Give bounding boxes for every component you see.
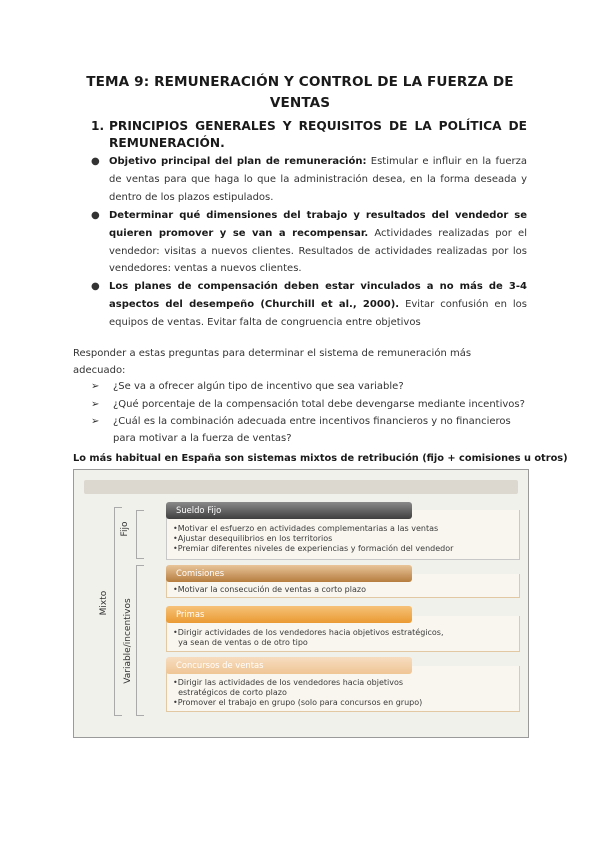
primas-item: ya sean de ventas o de otro tipo [173,638,308,647]
sueldo-fijo-item: •Ajustar desequilibrios en los territorios [173,534,333,543]
mixto-label: Mixto [99,590,109,616]
bullet-bold: Los planes de compensación deben estar vinculados a no más de 3-4 aspectos del desempeño (Churchill et al., 2000). [109,281,527,311]
sueldo-fijo-bar: Sueldo Fijo [166,502,412,519]
primas-item: •Dirigir actividades de los vendedores hacia objetivos estratégicos, [173,628,444,637]
bullet-icon: ● [91,281,100,293]
diagram-top-band [84,480,518,494]
page-title-line-2: VENTAS [269,95,331,111]
primas-bar: Primas [166,606,412,623]
bullet-bold: Objetivo principal del plan de remuneración: [109,156,367,167]
bullet-icon: ● [91,209,100,221]
list-item [91,414,531,447]
page-title-line-1: TEMA 9: REMUNERACIÓN Y CONTROL DE LA FUERZA DE [86,74,514,90]
principles-list [91,153,527,332]
fijo-bracket [136,510,137,558]
intro-line-2: adecuado: [73,365,126,376]
sueldo-fijo-item: •Motivar el esfuerzo en actividades complementarias a las ventas [173,524,439,533]
arrow-icon: ➢ [91,416,100,428]
section-heading-text: PRINCIPIOS GENERALES Y REQUISITOS DE LA POLÍTICA DE REMUNERACIÓN. [109,119,527,150]
concursos-item: estratégicos de corto plazo [173,688,287,697]
concursos-bar: Concursos de ventas [166,657,412,674]
comisiones-bar: Comisiones [166,565,412,582]
bullet-text: Actividades realizadas por el vendedor: visitas a nuevos clientes. Resultados de actividades realizadas por los vendedores: ventas a nuevos clientes. [109,227,527,275]
sueldo-fijo-item: •Premiar diferentes niveles de experiencias y formación del vendedor [173,544,454,553]
arrow-icon: ➢ [91,381,100,392]
list-item [91,278,527,332]
arrow-icon: ➢ [91,398,100,410]
comisiones-item: •Motivar la consecución de ventas a corto plazo [173,585,366,594]
concursos-item: •Dirigir las actividades de los vendedores hacia objetivos [173,678,404,687]
bullet-text: Evitar confusión en los equipos de ventas. Evitar falta de congruencia entre objetivos [109,299,527,329]
concursos-item: •Promover el trabajo en grupo (solo para concursos en grupo) [173,698,423,707]
list-item [91,379,531,396]
bracket-tick [114,507,122,508]
variable-bracket [136,565,137,715]
intro-line-1: Responder a estas preguntas para determinar el sistema de remuneración más [73,348,472,359]
bullet-text: Estimular e influir en la fuerza de ventas para que haga lo que la administración desea, en la forma deseada y dentro de los plazos estipulados. [109,156,528,203]
question-text: ¿Qué porcentaje de la compensación total debe devengarse mediante incentivos? [113,398,525,410]
bracket-tick [136,510,144,511]
variable-label: Variable/incentivos [123,598,133,684]
list-item [91,207,527,279]
bullet-icon: ● [91,156,100,167]
list-item [91,397,531,414]
fijo-label: Fijo [120,521,130,537]
questions-list [91,379,531,448]
bullet-bold: Determinar qué dimensiones del trabajo y resultados del vendedor se quieren promover y se van a recompensar. [109,209,527,239]
question-text: ¿Se va a ofrecer algún tipo de incentivo que sea variable? [113,381,404,392]
summary-line: Lo más habitual en España son sistemas mixtos de retribución (fijo + comisiones u otros) [73,453,568,464]
remuneration-diagram [73,469,529,738]
bracket-tick [136,565,144,566]
page-title [80,72,520,114]
bracket-tick [114,715,122,716]
question-text: ¿Cuál es la combinación adecuada entre incentivos financieros y no financieros para motivar a la fuerza de ventas? [113,416,511,444]
intro-paragraph [73,345,533,379]
list-item [91,153,527,207]
bracket-tick [136,715,144,716]
section-number: 1. [91,119,105,133]
bracket-tick [136,558,144,559]
mixto-bracket [114,507,115,715]
section-heading [91,118,527,152]
